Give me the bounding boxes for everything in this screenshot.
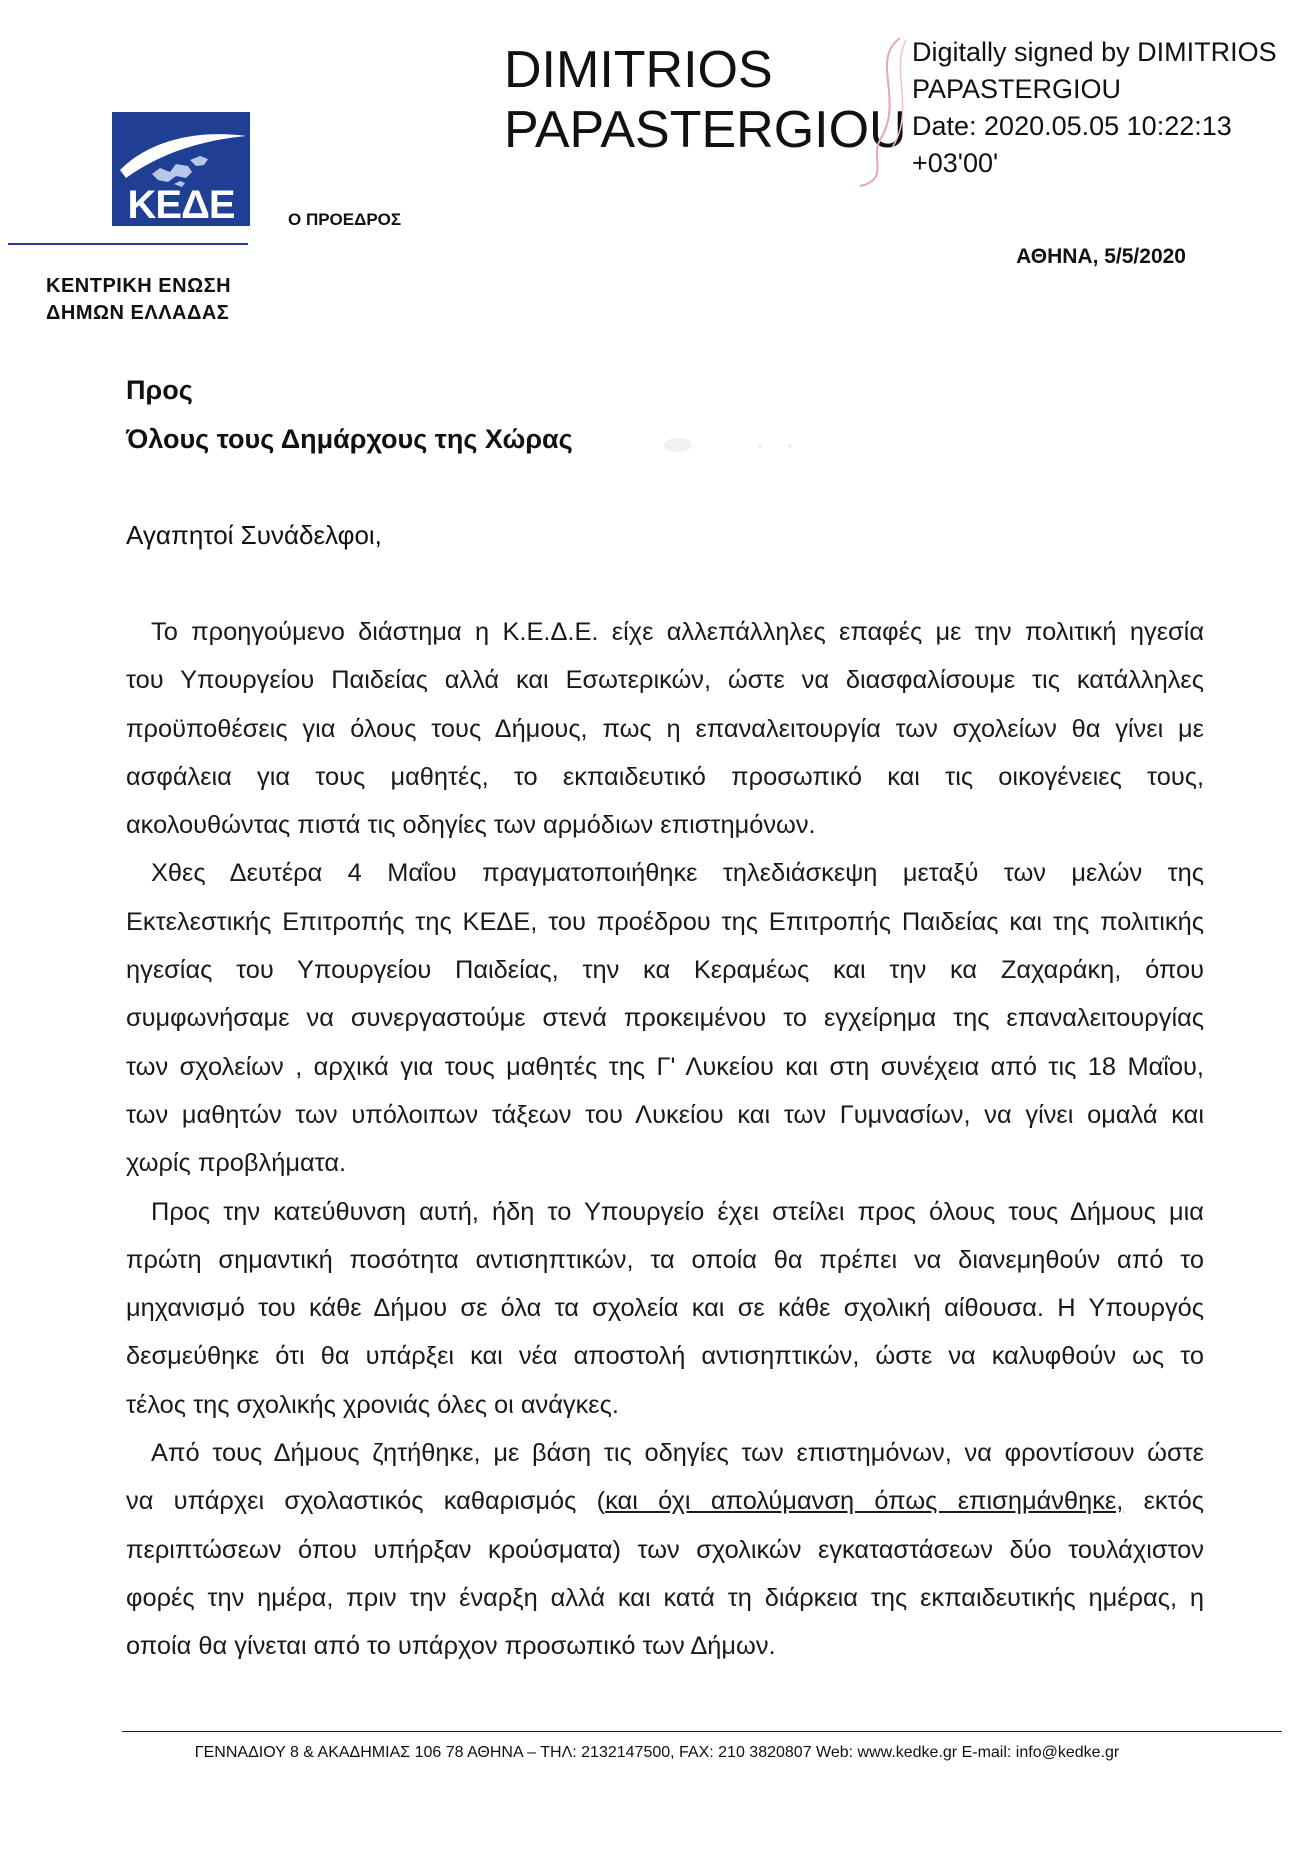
signature-name-line1: DIMITRIOS bbox=[504, 41, 773, 99]
paragraph-line: Εκτελεστικής Επιτροπής της ΚΕΔΕ, του προέδρου της Επιτροπής Παιδείας και της πολιτικής bbox=[126, 907, 1204, 936]
paragraph-1 bbox=[126, 608, 1204, 849]
signature-details bbox=[912, 34, 1277, 182]
paragraph-line: συμφωνήσαμε να συνεργαστούμε στενά προκειμένου το εγχείρημα της επαναλειτουργίας bbox=[126, 1004, 1204, 1033]
logo-text: ΚΕΔΕ bbox=[127, 183, 235, 226]
paragraph-line: των σχολείων , αρχικά για τους μαθητές της Γ' Λυκείου και στη συνέχεια από τις 18 Μαΐου, bbox=[126, 1052, 1204, 1081]
signature-swirl-mark bbox=[830, 30, 920, 190]
signature-detail-line3: Date: 2020.05.05 10:22:13 bbox=[912, 111, 1232, 141]
paragraph-line: δεσμεύθηκε ότι θα υπάρξει και νέα αποστολή αντισηπτικών, ώστε να καλυφθούν ως το bbox=[126, 1342, 1204, 1371]
line-text-before: να υπάρχει σχολαστικός καθαρισμός ( bbox=[126, 1487, 606, 1516]
logo-divider bbox=[8, 243, 248, 245]
paragraph-4 bbox=[126, 1429, 1204, 1670]
letter-body bbox=[126, 608, 1204, 1671]
paragraph-line: των μαθητών των υπόλοιπων τάξεων του Λυκείου και των Γυμνασίων, να γίνει ομαλά και bbox=[126, 1100, 1204, 1129]
paragraph-line: Από τους Δήμους ζητήθηκε, με βάση τις οδηγίες των επιστημόνων, να φροντίσουν ώστε bbox=[151, 1439, 1204, 1468]
paragraph-line: Χθες Δευτέρα 4 Μαΐου πραγματοποιήθηκε τηλεδιάσκεψη μεταξύ των μελών της bbox=[151, 859, 1204, 888]
underlined-clarification: και όχι απολύμανση όπως επισημάνθηκε, bbox=[605, 1487, 1124, 1516]
paragraph-line: περιπτώσεων όπου υπήρξαν κρούσματα) των σχολικών εγκαταστάσεων δύο τουλάχιστον bbox=[126, 1535, 1204, 1564]
faint-scan-mark bbox=[660, 434, 820, 456]
paragraph-line: Προς την κατεύθυνση αυτή, ήδη το Υπουργείο έχει στείλει προς όλους τους Δήμους μια bbox=[151, 1197, 1204, 1226]
paragraph-line: ασφάλεια για τους μαθητές, το εκπαιδευτικό προσωπικό και τις οικογένειες τους, bbox=[126, 762, 1204, 791]
signature-detail-line2: PAPASTERGIOU bbox=[912, 74, 1122, 104]
recipient-text: Όλους τους Δημάρχους της Χώρας bbox=[126, 424, 573, 454]
org-name-line1: ΚΕΝΤΡΙΚΗ ΕΝΩΣΗ bbox=[46, 275, 232, 297]
letter-date: ΑΘΗΝΑ, 5/5/2020 bbox=[1016, 245, 1186, 268]
paragraph-line: του Υπουργείου Παιδείας αλλά και Εσωτερικών, ώστε να διασφαλίσουμε τις κατάλληλες bbox=[126, 666, 1204, 695]
line-text-after: εκτός bbox=[1123, 1487, 1204, 1516]
kede-logo bbox=[112, 112, 250, 226]
paragraph-line: οποία θα γίνεται από το υπάρχον προσωπικό των Δήμων. bbox=[126, 1632, 776, 1661]
footer-contact: ΓΕΝΝΑΔΙΟΥ 8 & ΑΚΑΔΗΜΙΑΣ 106 78 ΑΘΗΝΑ – ΤΗΛ: 2132147500, FAX: 210 3820807 Web: www.kedke.gr E-mail: info@kedke.gr bbox=[194, 1744, 1120, 1761]
paragraph-line: προϋποθέσεις για όλους τους Δήμους, πως η επαναλειτουργία των σχολείων θα γίνει με bbox=[126, 714, 1204, 743]
paragraph-2 bbox=[126, 849, 1204, 1187]
paragraph-line: μηχανισμό του κάθε Δήμου σε όλα τα σχολεία και σε κάθε σχολική αίθουσα. Η Υπουργός bbox=[126, 1294, 1204, 1323]
recipient-label: Προς bbox=[126, 375, 193, 405]
signature-name-line2: PAPASTERGIOU bbox=[504, 101, 907, 159]
paragraph-line: τέλος της σχολικής χρονιάς όλες οι ανάγκες. bbox=[126, 1390, 619, 1419]
salutation: Αγαπητοί Συνάδελφοι, bbox=[126, 520, 382, 550]
org-name-line2: ΔΗΜΩΝ ΕΛΛΑΔΑΣ bbox=[46, 302, 230, 324]
paragraph-line: Το προηγούμενο διάστημα η Κ.Ε.Δ.Ε. είχε αλλεπάλληλες επαφές με την πολιτική ηγεσία bbox=[151, 618, 1204, 646]
paragraph-line: ακολουθώντας πιστά τις οδηγίες των αρμόδιων επιστημόνων. bbox=[126, 811, 816, 840]
paragraph-3 bbox=[126, 1188, 1204, 1429]
footer-divider bbox=[122, 1731, 1282, 1732]
role-title: Ο ΠΡΟΕΔΡΟΣ bbox=[288, 210, 402, 229]
paragraph-line: φορές την ημέρα, πριν την έναρξη αλλά και κατά τη διάρκεια της εκπαιδευτικής ημέρας, η bbox=[126, 1583, 1204, 1612]
paragraph-line: ηγεσίας του Υπουργείου Παιδείας, την κα Κεραμέως και την κα Ζαχαράκη, όπου bbox=[126, 956, 1204, 985]
signature-detail-line4: +03'00' bbox=[912, 148, 999, 178]
paragraph-line: χωρίς προβλήματα. bbox=[126, 1149, 347, 1178]
paragraph-line: πρώτη σημαντική ποσότητα αντισηπτικών, τα οποία θα πρέπει να διανεμηθούν από το bbox=[126, 1245, 1204, 1274]
paragraph-line bbox=[126, 1477, 1204, 1525]
signature-detail-line1: Digitally signed by DIMITRIOS bbox=[912, 37, 1277, 67]
